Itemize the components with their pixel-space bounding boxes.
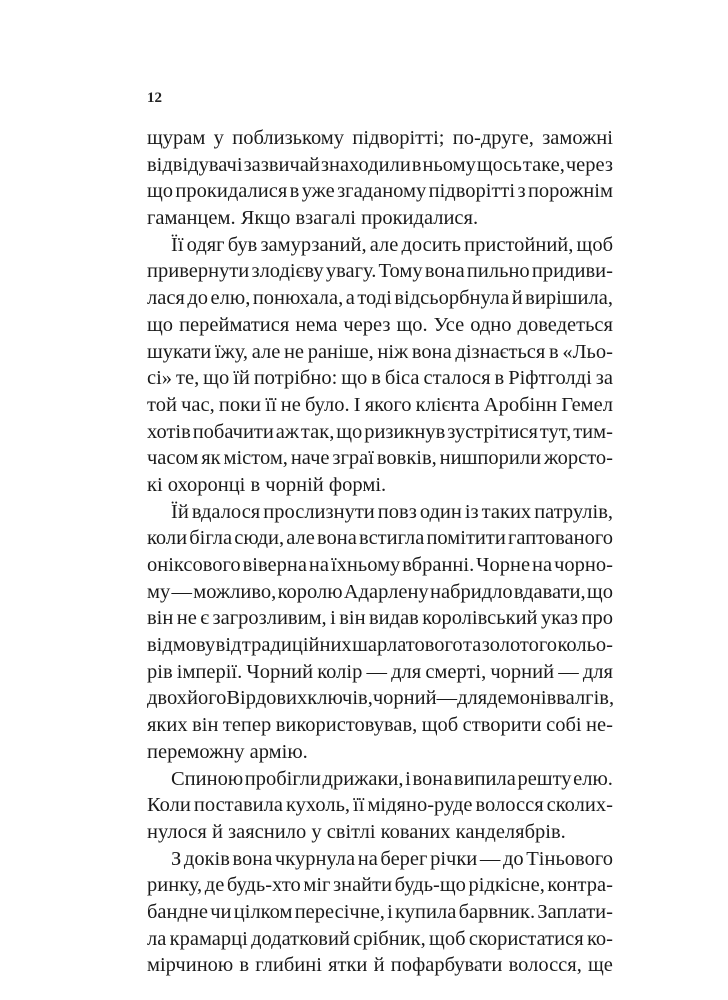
text-line: коли бігла сюди, але вона встигла помітити гаптованого [147,527,613,550]
text-line: двох його Вірдових ключів, чорний — для демонів валгів, [147,687,615,710]
text-line: лася до елю, понюхала, а тоді відсьорбнула й вирішила, [147,287,613,310]
text-line: той час, поки її не було. І якого клієнта Аробінн Гемел [147,393,613,416]
text-line: сі» те, що їй потрібно: що в біса сталося в Ріфтголді за [147,367,613,390]
text-line: оніксового віверна на їхньому вбранні. Чорне на чорно- [147,554,613,576]
text-line: щурам у поблизькому підворітті; по-друге, заможні [147,127,613,149]
text-line: Спиною пробігли дрижаки, і вона випила решту елю. [171,767,613,790]
text-line: рів імперії. Чорний колір — для смерті, чорний — для [147,660,613,683]
text-line: ринку, де будь-хто міг знайти будь-що рідкісне, контра- [147,874,613,897]
text-line: переможну армію. [147,740,308,763]
text-line: шукати їжу, але не раніше, ніж вона дізнається в «Льо- [147,340,613,363]
text-line: му — можливо, королю Адарлену набридло вдавати, що [147,580,613,603]
text-line: кі охоронці в чорній формі. [147,473,387,496]
text-line: Коли поставила кухоль, її мідяно-руде волосся сколих- [147,794,613,817]
text-line: що перейматися нема через що. Усе одно доведеться [147,313,613,336]
text-line: привернути злодієву увагу. Тому вона пильно придиви- [147,260,613,283]
text-line: часом як містом, наче зграї вовків, нишпорили жорсто- [147,447,613,470]
text-line: З доків вона чкурнула на берег річки — до Тіньового [171,847,613,870]
text-line: мірчиною в глибині ятки й пофарбувати волосся, ще [147,954,613,977]
text-line: відмову від традиційних шарлатового та золотого кольо- [147,634,613,657]
page-number: 12 [147,90,162,106]
text-line: гаманцем. Якщо взагалі прокидалися. [147,207,479,230]
text-line: бандне чи цілком пересічне, і купила барвник. Заплати- [147,900,613,923]
text-line: ла крамарці додатковий срібник, щоб скористатися ко- [147,927,613,950]
text-line: яких він тепер використовував, щоб створити собі не- [147,714,613,737]
text-line: що прокидалися в уже згаданому підворітті з порожнім [147,180,613,203]
text-line: Їй вдалося прослизнути повз один із таких патрулів, [171,500,613,523]
text-line: відвідувачі зазвичай знаходили в ньому щось таке, через [147,153,613,176]
text-line: хотів побачити аж так, що ризикнув зустрітися тут, тим- [147,420,613,443]
body-text [147,125,613,979]
text-line: нулося й заяснило у світлі кованих канделябрів. [147,820,566,843]
text-line: Її одяг був замурзаний, але досить пристойний, щоб [171,233,613,256]
text-line: він не є загрозливим, і він видав королівський указ про [147,607,613,630]
